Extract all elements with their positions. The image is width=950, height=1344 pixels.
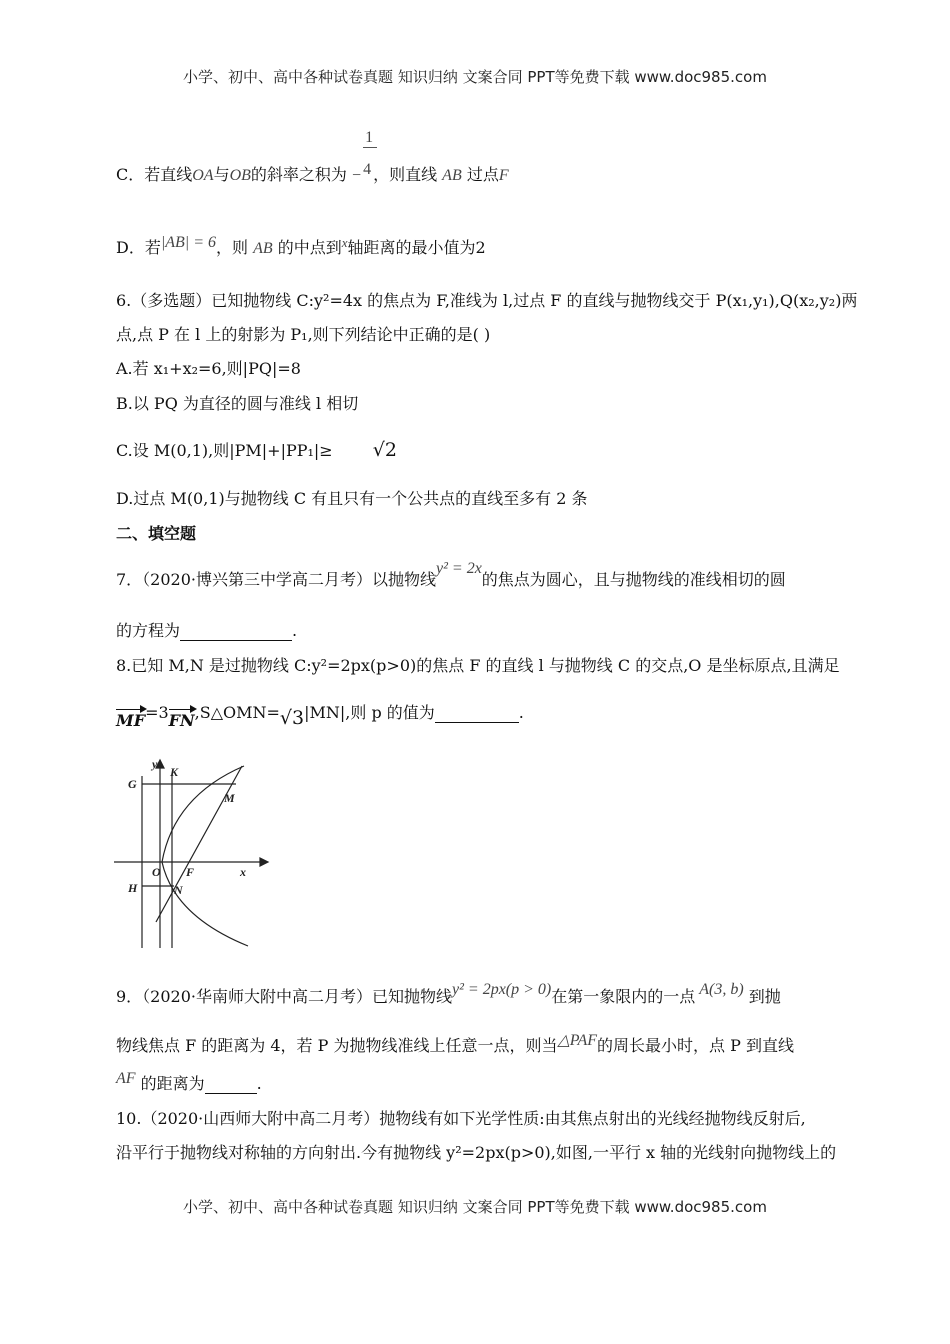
section-heading: 二、填空题	[116, 524, 197, 543]
q7-line2	[116, 618, 297, 641]
denominator: 4	[363, 160, 372, 178]
text: 与	[213, 165, 230, 184]
text: 物线焦点 F 的距离为 4，若 P 为抛物线准线上任意一点，则当	[116, 1036, 558, 1055]
label-n: N	[174, 883, 183, 897]
q9-line1	[116, 981, 781, 1007]
q5-option-c	[116, 128, 509, 189]
math-eq: y² = 2px(p > 0)	[452, 981, 552, 998]
answer-blank[interactable]	[180, 640, 292, 641]
answer-blank[interactable]	[435, 722, 519, 723]
page-header: 小学、初中、高中各种试卷真题 知识归纳 文案合同 PPT等免费下载 www.doc985.com	[183, 68, 767, 86]
q6-option-d: D.过点 M(0,1)与抛物线 C 有且只有一个公共点的直线至多有 2 条	[116, 489, 588, 508]
label-g: G	[128, 777, 137, 791]
text: 过点	[466, 165, 499, 184]
text: 7．（2020·博兴第三中学高二月考）以抛物线	[116, 570, 436, 589]
minus-sign: −	[352, 167, 362, 184]
q10-line1: 10.（2020·山西师大附中高二月考）抛物线有如下光学性质:由其焦点射出的光线经抛物线反射后,	[116, 1109, 806, 1128]
text: 的方程为	[116, 621, 181, 640]
q8-line2	[116, 700, 524, 730]
q7-line1	[116, 560, 786, 590]
q6-option-a: A.若 x₁+x₂=6,则|PQ|=8	[116, 359, 301, 378]
q6-option-c	[116, 438, 397, 461]
focal-chord-line	[156, 766, 242, 922]
q6-option-b: B.以 PQ 为直径的圆与准线 l 相切	[116, 394, 359, 413]
text: D．若	[116, 238, 161, 257]
q10-line2: 沿平行于抛物线对称轴的方向射出.今有抛物线 y²=2px(p>0),如图,一平行 x 轴的光线射向抛物线上的	[116, 1143, 837, 1162]
math-ob: OB	[229, 167, 251, 184]
text: 2	[475, 238, 486, 257]
q8-line1: 8.已知 M,N 是过抛物线 C:y²=2px(p>0)的焦点 F 的直线 l 与抛物线 C 的交点,O 是坐标原点,且满足	[116, 656, 840, 675]
text: ，则直线	[373, 165, 438, 184]
math-ab: AB	[253, 240, 273, 257]
fraction-bar	[363, 147, 377, 148]
text: ，则	[215, 238, 248, 257]
label-k: K	[170, 765, 179, 779]
label-m: M	[224, 791, 235, 805]
label-x: x	[240, 865, 246, 879]
q9-line2	[116, 1033, 794, 1056]
text: C．若直线	[116, 165, 193, 184]
text: 9．（2020·华南师大附中高二月考）已知抛物线	[116, 987, 452, 1006]
numerator: 1	[365, 128, 374, 146]
parabola-figure	[112, 756, 272, 956]
label-h: H	[128, 881, 138, 895]
math-oa: OA	[192, 167, 214, 184]
fraction	[363, 128, 374, 179]
math-eq: y² = 2x	[436, 560, 482, 577]
math-ab: AB	[442, 167, 462, 184]
parabola-curve	[162, 766, 248, 946]
text: 到抛	[748, 987, 781, 1006]
text: 的中点到	[277, 238, 342, 257]
text: C.设 M(0,1),则|PM|+|PP₁|≥	[116, 441, 333, 460]
text: 在第一象限内的一点	[551, 987, 696, 1006]
q6-stem-line2: 点,点 P 在 l 上的射影为 P₁,则下列结论中正确的是( )	[116, 325, 491, 344]
text: 的周长最小时，点 P 到直线	[597, 1036, 794, 1055]
page-footer: 小学、初中、高中各种试卷真题 知识归纳 文案合同 PPT等免费下载 www.doc985.com	[183, 1198, 767, 1216]
text: |MN|,则 p 的值为	[304, 703, 435, 722]
vector-mf: MF	[116, 711, 146, 730]
label-f: F	[186, 865, 195, 879]
text: 轴距离的最小值为	[347, 238, 476, 257]
text: ,S△OMN=	[194, 703, 280, 722]
math-f: F	[498, 167, 509, 184]
q5-option-d	[116, 235, 486, 258]
vector-fn: FN	[168, 711, 195, 730]
q9-line3	[116, 1071, 262, 1094]
q6-stem-line1: 6.（多选题）已知抛物线 C:y²=4x 的焦点为 F,准线为 l,过点 F 的直线与抛物线交于 P(x₁,y₁),Q(x₂,y₂)两	[116, 291, 858, 310]
text: =3	[145, 703, 169, 722]
text: 的距离为	[140, 1074, 205, 1093]
math-point-a: A(3, b)	[699, 981, 744, 998]
label-y: y	[152, 757, 158, 771]
x-axis-arrow	[260, 858, 268, 866]
math-triangle: △PAF	[557, 1032, 598, 1049]
text: .	[518, 703, 524, 722]
text: 的斜率之积为	[250, 165, 347, 184]
math-abs-ab: |AB| = 6	[160, 234, 216, 251]
math-af: AF	[116, 1070, 136, 1087]
text: 的焦点为圆心，且与抛物线的准线相切的圆	[481, 570, 786, 589]
radical-sqrt2: √2	[372, 439, 397, 461]
label-o: O	[152, 865, 161, 879]
text: .	[256, 1074, 262, 1093]
text: .	[292, 621, 298, 640]
radical-sqrt3: √3	[279, 707, 305, 729]
answer-blank[interactable]	[205, 1093, 257, 1094]
math-x: x	[341, 235, 348, 250]
